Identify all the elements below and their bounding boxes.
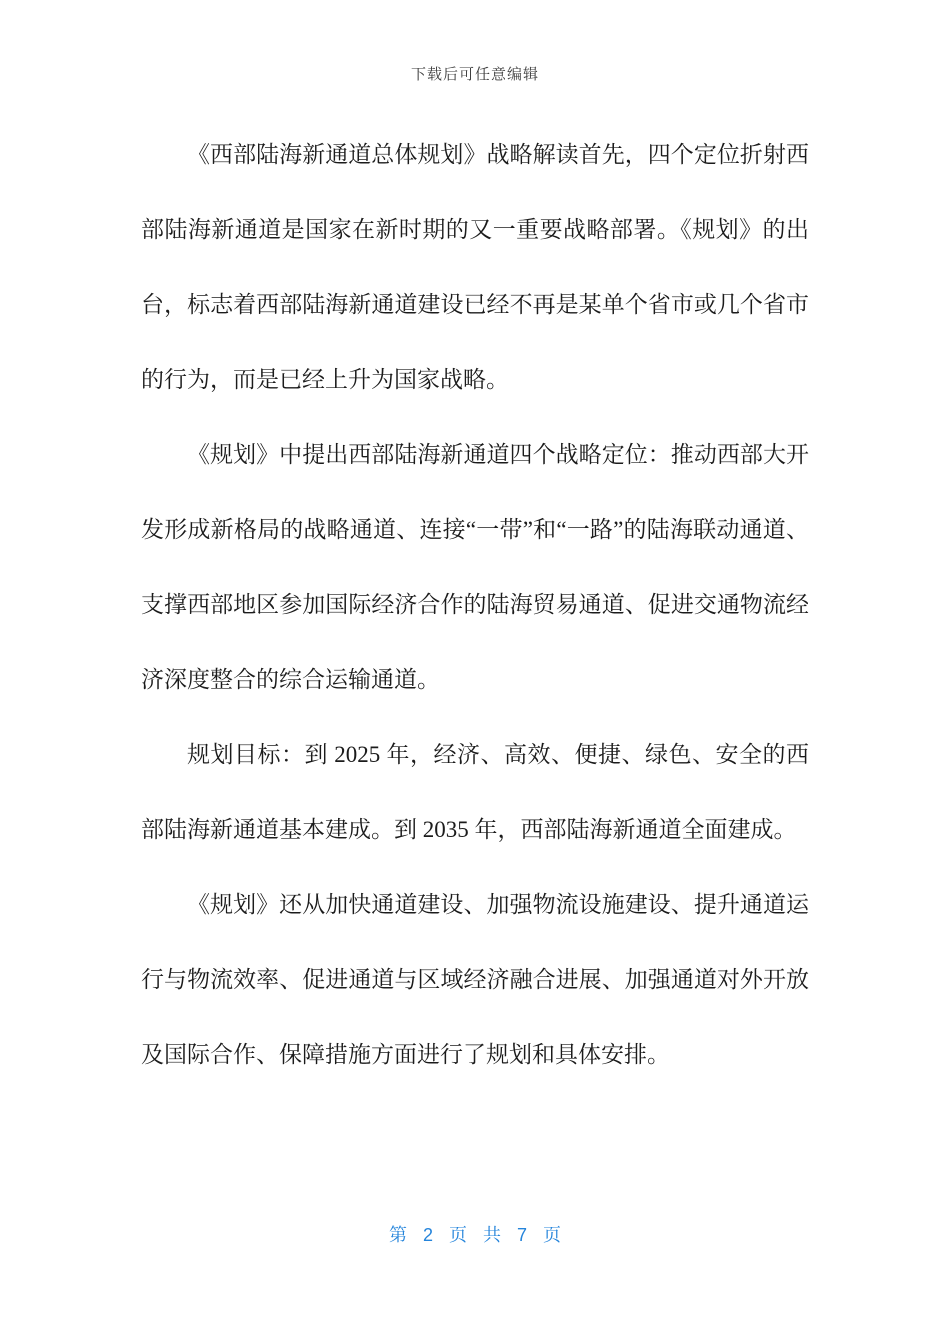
paragraph-strategic-positions: 《规划》中提出西部陆海新通道四个战略定位：推动西部大开发形成新格局的战略通道、连接“一带”和“一路”的陆海联动通道、支撑西部地区参加国际经济合作的陆海贸易通道、促进交通物流经济深度整合的综合运输通道。 [141, 442, 809, 692]
footer-label-ye: 页 [449, 1225, 467, 1245]
footer-page-current: 2 [422, 1225, 433, 1245]
footer-label-ye-end: 页 [543, 1225, 562, 1245]
paragraph-strategy-intro: 《西部陆海新通道总体规划》战略解读首先，四个定位折射西部陆海新通道是国家在新时期的又一重要战略部署。《规划》的出台，标志着西部陆海新通道建设已经不再是某单个省市或几个省市的行为，而是已经上升为国家战略。 [141, 142, 809, 392]
paragraph-planning-goals: 规划目标：到 2025 年，经济、高效、便捷、绿色、安全的西部陆海新通道基本建成。到 2035 年，西部陆海新通道全面建成。 [141, 742, 809, 842]
header-notice: 下载后可任意编辑 [410, 67, 539, 83]
footer-label-gong: 共 [483, 1225, 501, 1245]
paragraph-arrangements: 《规划》还从加快通道建设、加强物流设施建设、提升通道运行与物流效率、促进通道与区域经济融合进展、加强通道对外开放及国际合作、保障措施方面进行了规划和具体安排。 [141, 892, 809, 1067]
footer-label-di: 第 [388, 1225, 407, 1245]
document-body [141, 117, 809, 1092]
footer-page-total: 7 [517, 1225, 528, 1245]
page-number-footer [0, 1222, 950, 1248]
